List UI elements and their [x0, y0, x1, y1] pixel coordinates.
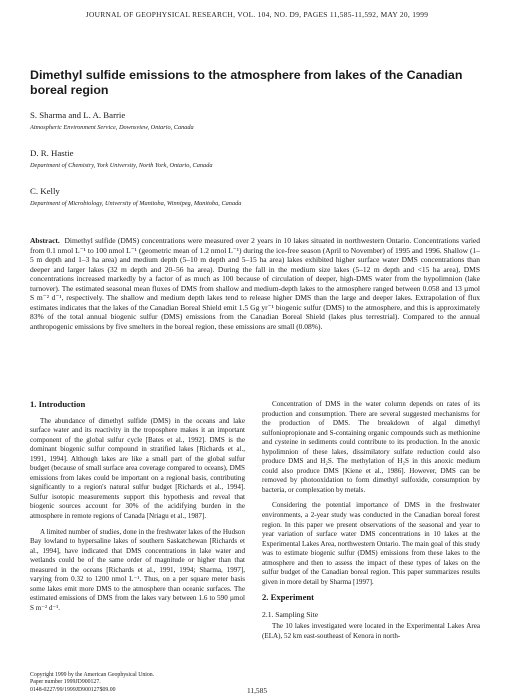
copyright-line: Copyright 1999 by the American Geophysical Union. — [30, 672, 155, 678]
abstract — [30, 236, 480, 331]
abstract-label: Abstract. — [30, 236, 60, 245]
subsection-heading-sampling-site: 2.1. Sampling Site — [262, 609, 319, 619]
section-heading-introduction: 1. Introduction — [30, 399, 86, 409]
paper-code: 0148-0227/99/1999JD900127$09.00 — [30, 686, 116, 693]
page-number: 11,585 — [246, 686, 268, 695]
author-names: C. Kelly — [30, 186, 60, 196]
body-paragraph: A limited number of studies, done in the freshwater lakes of the Hudson Bay lowland to hypersaline lakes of southern Saskatchewan [Richards et al., 1994], have indicated that DMS concentrations in lake water and wetlands could be of the same order of magnitude or higher than that measured in the oceans [Richards et al., 1991, 1994; Sharma, 1997], varying from 0.32 to 1200 nmol L⁻¹. Thus, on a per square meter basis some lakes emit more DMS to the atmosphere than oceanic surfaces. The estimated emissions of DMS from the lakes vary between 1.6 to 590 µmol S m⁻² d⁻¹. — [30, 527, 245, 612]
body-paragraph: Considering the potential importance of DMS in the freshwater environments, a 2-year study was conducted in the Canadian boreal forest region. In this paper we present observations of the seasonal and year to year variation of surface water DMS concentrations in 10 lakes at the Experimental Lakes Area, northwestern Ontario. The main goal of this study was to estimate biogenic sulfur (DMS) emissions from these lakes to the atmosphere and then to assess the impact of these types of lakes on the sulfur budget of the Canadian boreal region. This paper summarizes results given in more detail by Sharma [1997]. — [262, 501, 480, 586]
body-paragraph: The 10 lakes investigated were located in the Experimental Lakes Area (ELA), 52 km east-southeast of Kenora in north- — [262, 622, 480, 641]
section-heading-experiment: 2. Experiment — [262, 592, 315, 603]
running-head: JOURNAL OF GEOPHYSICAL RESEARCH, VOL. 104, NO. D9, PAGES 11,585-11,592, MAY 20, 1999 — [85, 10, 429, 19]
author-affiliation: Department of Microbiology, University of Manitoba, Winnipeg, Manitoba, Canada — [30, 200, 242, 207]
author-names: S. Sharma and L. A. Barrie — [30, 110, 126, 120]
body-paragraph: The abundance of dimethyl sulfide (DMS) in the oceans and lake surface water and its reactivity in the troposphere makes it an important component of the global sulfur cycle [Bates et al., 1992]. DMS is the dominant biogenic sulfur compound in stratified lakes [Richards et al., 1991, 1994]. Although lakes are like a small part of the global sulfur budget (because of small surface area coverage compared to oceans), DMS emissions from lakes could be important on a regional basis, contributing significantly to a region's natural sulfur budget [Richards et al., 1994]. Sulfur isotopic measurements support this hypothesis and reveal that biogenic sources account for 30% of the acidifying burden in the atmosphere in remote regions of Canada [Nriagu et al., 1987]. — [30, 416, 245, 521]
body-paragraph: Concentration of DMS in the water column depends on rates of its production and consumption. There are several suggested mechanisms for the production of DMS. The breakdown of algal dimethyl sulfoniopropionate and S-containing organic compounds such as methionine and cysteine in sediments could contribute to its production. In the anoxic hypolimnion of these lakes, dissimilatory sulfate reduction could also produce DMS and H₂S. The methylation of H₂S in this anoxic medium could also produce DMS [Kiene et al., 1986]. However, DMS can be removed by photooxidation to form dimethyl sulfoxide, consumption by bacteria, or complexation by metals. — [262, 400, 480, 494]
left-column — [30, 400, 245, 619]
paper-number: Paper number 1999JD900127. — [30, 679, 101, 686]
author-names: D. R. Hastie — [30, 148, 74, 158]
article-title: Dimethyl sulfide emissions to the atmosphere from lakes of the Canadian boreal region — [30, 68, 463, 97]
author-affiliation: Department of Chemistry, York University, North York, Ontario, Canada — [30, 162, 213, 169]
author-affiliation: Atmospheric Environment Service, Downsview, Ontario, Canada — [30, 124, 194, 131]
abstract-text: Dimethyl sulfide (DMS) concentrations were measured over 2 years in 10 lakes situated in northwestern Ontario. Concentrations varied from 0.1 nmol L⁻¹ to 100 nmol L⁻¹ (geometric mean of 1.2 nmol L⁻¹) during the ice-free season (April to November) of 1995 and 1996. Shallow (1–5 m depth and 1–3 ha area) and medium depth (5–10 m depth and 5–15 ha area) lakes exhibited higher surface water DMS concentrations than deeper and larger lakes (32 m depth and 20–56 ha area). During the fall in the medium size lakes (5–12 m depth and <15 ha area), DMS concentrations increased markedly by a factor of as much as 100 because of circulation of deeper, high-DMS water from the hypolimnion (lake turnover). The estimated seasonal mean fluxes of DMS from shallow and medium-depth lakes to the atmosphere ranged between 0.058 and 13 µmol S m⁻² d⁻¹, respectively. The shallow and medium depth lakes tend to release higher DMS than the large and deeper lakes. Extrapolation of flux estimates indicates that the lakes of the Canadian Boreal Shield emit 1.5 Gg yr⁻¹ biogenic sulfur (DMS) to the atmosphere, and this is approximately 83% of the total annual biogenic sulfur (DMS) emissions from the Canadian Boreal Shield (lakes plus terrestrial). Compared to the annual anthropogenic emissions by five smelters in the boreal region, these emissions are small (0.08%). — [30, 236, 481, 331]
right-column — [262, 400, 480, 648]
